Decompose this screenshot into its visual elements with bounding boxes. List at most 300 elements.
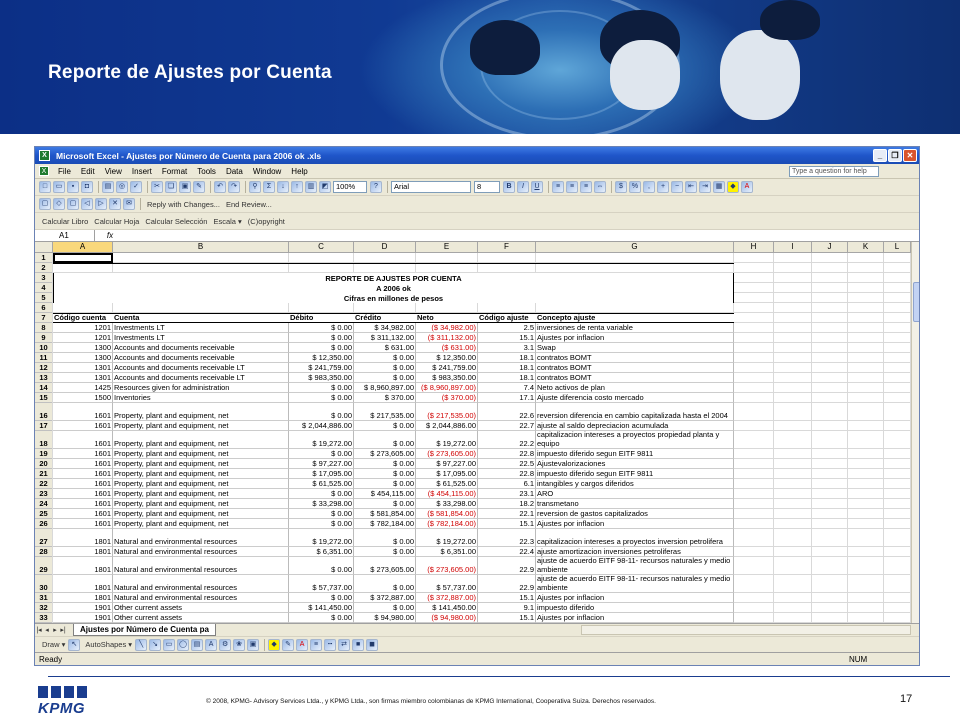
adjustment-code-cell: 23.1 — [478, 489, 536, 499]
menu-view[interactable]: View — [104, 166, 122, 176]
adjustment-code-cell: 18.1 — [478, 373, 536, 383]
account-name-cell: Inventories — [113, 393, 289, 403]
credit-cell: $ 0.00 — [354, 363, 416, 373]
account-name-cell: Property, plant and equipment, net — [113, 449, 289, 459]
header-debito: Débito — [289, 313, 354, 323]
adjustment-concept-cell: ARO — [536, 489, 734, 499]
menu-help[interactable]: Help — [291, 166, 308, 176]
arrow-icon[interactable]: ↘ — [149, 639, 161, 651]
debit-cell: $ 0.00 — [289, 489, 354, 499]
adjustment-concept-cell: contratos BOMT — [536, 363, 734, 373]
decrease-decimal-icon[interactable]: − — [671, 181, 683, 193]
column-header-c[interactable]: C — [289, 242, 354, 253]
net-cell: $ 97,227.00 — [416, 459, 478, 469]
font-color-icon[interactable]: A — [741, 181, 753, 193]
credit-cell: $ 0.00 — [354, 353, 416, 363]
person-shirt — [610, 40, 680, 110]
row-header[interactable]: 29 — [35, 557, 53, 575]
net-cell: $ 17,095.00 — [416, 469, 478, 479]
delete-icon[interactable]: ✕ — [109, 198, 121, 210]
excel-titlebar — [35, 147, 919, 164]
line-color-icon[interactable]: ✎ — [282, 639, 294, 651]
next-icon[interactable]: ▷ — [95, 198, 107, 210]
row-header[interactable]: 19 — [35, 449, 53, 459]
credit-cell: $ 0.00 — [354, 603, 416, 613]
merge-center-icon[interactable]: ⇔ — [594, 181, 606, 193]
oval-icon[interactable]: ◯ — [177, 639, 189, 651]
open-icon[interactable]: ▭ — [53, 181, 65, 193]
menu-data[interactable]: Data — [225, 166, 243, 176]
chart-wizard-icon[interactable]: ▥ — [305, 181, 317, 193]
row-header[interactable]: 4 — [35, 283, 53, 293]
undo-icon[interactable]: ↶ — [214, 181, 226, 193]
net-cell: $ 19,272.00 — [416, 529, 478, 547]
wordart-icon[interactable]: A — [205, 639, 217, 651]
adjustment-concept-cell: ajuste al saldo depreciacion acumulada — [536, 421, 734, 431]
person-silhouette — [470, 20, 540, 75]
adjustment-code-cell: 22.2 — [478, 431, 536, 449]
italic-icon[interactable]: I — [517, 181, 529, 193]
account-code-cell: 1601 — [53, 469, 113, 479]
scroll-thumb[interactable] — [913, 282, 920, 322]
header-neto: Neto — [416, 313, 478, 323]
increase-decimal-icon[interactable]: + — [657, 181, 669, 193]
header-credito: Crédito — [354, 313, 416, 323]
column-header-k[interactable]: K — [848, 242, 884, 253]
percent-icon[interactable]: % — [629, 181, 641, 193]
adjustment-code-cell: 18.2 — [478, 499, 536, 509]
account-name-cell: Property, plant and equipment, net — [113, 489, 289, 499]
picture-icon[interactable]: ▣ — [247, 639, 259, 651]
credit-cell: $ 0.00 — [354, 499, 416, 509]
bold-icon[interactable]: B — [503, 181, 515, 193]
selected-cell-a1[interactable] — [53, 253, 113, 263]
debit-cell: $ 0.00 — [289, 343, 354, 353]
gridline — [811, 253, 812, 623]
adjustment-code-cell: 22.8 — [478, 469, 536, 479]
separator — [98, 181, 99, 193]
credit-cell: $ 34,982.00 — [354, 323, 416, 333]
row-header[interactable]: 20 — [35, 459, 53, 469]
gridline — [883, 253, 884, 623]
row-header[interactable]: 18 — [35, 431, 53, 449]
row-header[interactable]: 24 — [35, 499, 53, 509]
spelling-icon[interactable]: ✓ — [130, 181, 142, 193]
column-header-a[interactable]: A — [53, 242, 113, 253]
help-search-input[interactable]: Type a question for help — [789, 166, 879, 177]
credit-cell: $ 0.00 — [354, 469, 416, 479]
row-header[interactable]: 12 — [35, 363, 53, 373]
net-cell: $ 33,298.00 — [416, 499, 478, 509]
window-title: Microsoft Excel - Ajustes por Número de Cuenta para 2006 ok .xls — [56, 150, 322, 161]
vertical-scrollbar[interactable] — [911, 242, 920, 623]
select-all-corner[interactable] — [35, 242, 53, 253]
account-name-cell: Other current assets — [113, 603, 289, 613]
arrow-style-icon[interactable]: ⇄ — [338, 639, 350, 651]
adjustment-code-cell: 15.1 — [478, 593, 536, 603]
adjustment-concept-cell: ajuste de acuerdo EITF 98-11- recursos naturales y medio ambiente — [536, 575, 734, 593]
prev-sheet-icon[interactable]: ◂ — [45, 627, 49, 634]
adjustment-concept-cell: ajuste amortizacion inversiones petroliferas — [536, 547, 734, 557]
row-header[interactable]: 30 — [35, 575, 53, 593]
reply-with-changes-button[interactable]: Reply with Changes... — [147, 199, 220, 209]
row-header[interactable]: 8 — [35, 323, 53, 333]
close-button[interactable]: ✕ — [903, 149, 917, 162]
adjustment-code-cell: 9.1 — [478, 603, 536, 613]
account-name-cell: Investments LT — [113, 333, 289, 343]
shadow-icon[interactable]: ■ — [352, 639, 364, 651]
comma-icon[interactable]: , — [643, 181, 655, 193]
drawing-icon[interactable]: ◩ — [319, 181, 331, 193]
net-cell: ($ 370.00) — [416, 393, 478, 403]
account-name-cell: Other current assets — [113, 613, 289, 623]
account-code-cell: 1601 — [53, 519, 113, 529]
account-code-cell: 1801 — [53, 547, 113, 557]
adjustment-code-cell: 15.1 — [478, 613, 536, 623]
comment-icon[interactable]: ▢ — [39, 198, 51, 210]
credit-cell: $ 0.00 — [354, 547, 416, 557]
column-header-l[interactable]: L — [884, 242, 911, 253]
line-style-icon[interactable]: ≡ — [310, 639, 322, 651]
copyright-button[interactable]: (C)opyright — [247, 216, 285, 226]
num-lock-indicator: NUM — [849, 655, 868, 664]
previous-icon[interactable]: ◁ — [81, 198, 93, 210]
account-code-cell: 1801 — [53, 529, 113, 547]
row-header[interactable]: 28 — [35, 547, 53, 557]
adjustment-code-cell: 17.1 — [478, 393, 536, 403]
gridline — [847, 253, 848, 623]
account-name-cell: Property, plant and equipment, net — [113, 519, 289, 529]
debit-cell: $ 2,044,886.00 — [289, 421, 354, 431]
debit-cell: $ 6,351.00 — [289, 547, 354, 557]
font-name-combo[interactable]: Arial — [391, 181, 471, 193]
debit-cell: $ 12,350.00 — [289, 353, 354, 363]
account-code-cell: 1301 — [53, 373, 113, 383]
menu-edit[interactable]: Edit — [80, 166, 95, 176]
account-code-cell: 1601 — [53, 431, 113, 449]
print-icon[interactable]: ▤ — [102, 181, 114, 193]
row-header[interactable]: 27 — [35, 529, 53, 547]
adjustment-code-cell: 22.3 — [478, 529, 536, 547]
underline-icon[interactable]: U — [531, 181, 543, 193]
fill-color-icon[interactable]: ◆ — [727, 181, 739, 193]
row-header[interactable]: 31 — [35, 593, 53, 603]
reviewing-toolbar — [35, 196, 919, 213]
credit-cell: $ 0.00 — [354, 373, 416, 383]
row-header[interactable]: 2 — [35, 263, 53, 273]
borders-icon[interactable]: ▦ — [713, 181, 725, 193]
account-code-cell: 1201 — [53, 323, 113, 333]
account-name-cell: Accounts and documents receivable — [113, 353, 289, 363]
credit-cell: $ 454,115.00 — [354, 489, 416, 499]
custom-toolbar — [35, 213, 919, 230]
print-preview-icon[interactable]: ◎ — [116, 181, 128, 193]
account-code-cell: 1601 — [53, 489, 113, 499]
debit-cell: $ 17,095.00 — [289, 469, 354, 479]
adjustment-code-cell: 22.9 — [478, 557, 536, 575]
autoshapes-menu[interactable]: AutoShapes ▾ — [85, 640, 133, 649]
redo-icon[interactable]: ↷ — [228, 181, 240, 193]
net-cell: ($ 217,535.00) — [416, 403, 478, 421]
adjustment-code-cell: 22.6 — [478, 403, 536, 421]
save-icon[interactable]: ▪ — [67, 181, 79, 193]
account-name-cell: Resources given for administration — [113, 383, 289, 393]
row-header[interactable]: 6 — [35, 303, 53, 313]
escala-menu[interactable]: Escala ▾ — [213, 216, 242, 226]
person-shirt — [720, 30, 800, 120]
row-header[interactable]: 16 — [35, 403, 53, 421]
separator — [140, 198, 141, 210]
permission-icon[interactable]: ◘ — [81, 181, 93, 193]
account-name-cell: Investments LT — [113, 323, 289, 333]
menu-tools[interactable]: Tools — [197, 166, 216, 176]
row-header[interactable]: 17 — [35, 421, 53, 431]
end-review-button[interactable]: End Review... — [225, 199, 272, 209]
credit-cell: $ 8,960,897.00 — [354, 383, 416, 393]
hyperlink-icon[interactable]: ⚲ — [249, 181, 261, 193]
debit-cell: $ 241,759.00 — [289, 363, 354, 373]
account-name-cell: Property, plant and equipment, net — [113, 479, 289, 489]
calcular-libro-button[interactable]: Calcular Libro — [42, 216, 89, 226]
adjustment-concept-cell: reversion diferencia en cambio capitalizada hasta el 2004 — [536, 403, 734, 421]
menu-format[interactable]: Format — [161, 166, 188, 176]
menu-file[interactable]: File — [58, 166, 71, 176]
select-objects-icon[interactable]: ↖ — [68, 639, 80, 651]
adjustment-code-cell: 18.1 — [478, 363, 536, 373]
first-sheet-icon[interactable]: |◂ — [36, 627, 42, 634]
adjustment-concept-cell: impuesto diferido segun EITF 9811 — [536, 449, 734, 459]
adjustment-concept-cell: Ajuste diferencia costo mercado — [536, 393, 734, 403]
row-header[interactable]: 10 — [35, 343, 53, 353]
diagram-icon[interactable]: ⚙ — [219, 639, 231, 651]
row-header[interactable]: 33 — [35, 613, 53, 623]
account-code-cell: 1601 — [53, 449, 113, 459]
format-painter-icon[interactable]: ✎ — [193, 181, 205, 193]
menu-bar — [35, 164, 919, 179]
debit-cell: $ 141,450.00 — [289, 603, 354, 613]
account-name-cell: Accounts and documents receivable LT — [113, 373, 289, 383]
formula-bar — [35, 230, 919, 242]
column-header-b[interactable]: B — [113, 242, 289, 253]
new-icon[interactable]: □ — [39, 181, 51, 193]
autosum-icon[interactable]: Σ — [263, 181, 275, 193]
column-header-h[interactable]: H — [734, 242, 774, 253]
adjustment-concept-cell: Swap — [536, 343, 734, 353]
workbook-icon[interactable]: X — [39, 166, 49, 176]
sheet-tab-bar — [35, 623, 920, 636]
net-cell: ($ 372,887.00) — [416, 593, 478, 603]
row-header[interactable]: 14 — [35, 383, 53, 393]
zoom-combo[interactable]: 100% — [333, 181, 367, 193]
last-sheet-icon[interactable]: ▸| — [60, 627, 66, 634]
column-header-i[interactable]: I — [774, 242, 812, 253]
currency-icon[interactable]: $ — [615, 181, 627, 193]
adjustment-code-cell: 22.4 — [478, 547, 536, 557]
adjustment-concept-cell: capitalizacion intereses a proyectos propiedad planta y equipo — [536, 431, 734, 449]
debit-cell: $ 0.00 — [289, 557, 354, 575]
rectangle-icon[interactable]: ▭ — [163, 639, 175, 651]
debit-cell: $ 19,272.00 — [289, 431, 354, 449]
credit-cell: $ 0.00 — [354, 479, 416, 489]
next-sheet-icon[interactable]: ▸ — [53, 627, 57, 634]
net-cell: ($ 94,980.00) — [416, 613, 478, 623]
decrease-indent-icon[interactable]: ⇤ — [685, 181, 697, 193]
debit-cell: $ 61,525.00 — [289, 479, 354, 489]
adjustment-concept-cell: ajuste de acuerdo EITF 98-11- recursos naturales y medio ambiente — [536, 557, 734, 575]
mail-icon[interactable]: ✉ — [123, 198, 135, 210]
row-header[interactable]: 11 — [35, 353, 53, 363]
net-cell: $ 241,759.00 — [416, 363, 478, 373]
net-cell: $ 6,351.00 — [416, 547, 478, 557]
drawing-toolbar — [35, 636, 920, 652]
separator — [147, 181, 148, 193]
debit-cell: $ 0.00 — [289, 449, 354, 459]
adjustment-code-cell: 3.1 — [478, 343, 536, 353]
net-cell: $ 983,350.00 — [416, 373, 478, 383]
calcular-seleccion-button[interactable]: Calcular Selección — [145, 216, 208, 226]
calcular-hoja-button[interactable]: Calcular Hoja — [94, 216, 140, 226]
net-cell: $ 57,737.00 — [416, 575, 478, 593]
account-code-cell: 1601 — [53, 459, 113, 469]
credit-cell: $ 217,535.00 — [354, 403, 416, 421]
row-header[interactable]: 15 — [35, 393, 53, 403]
account-code-cell: 1801 — [53, 557, 113, 575]
paste-icon[interactable]: ▣ — [179, 181, 191, 193]
adjustment-code-cell: 2.5 — [478, 323, 536, 333]
report-year: A 2006 ok — [53, 283, 734, 293]
column-header-f[interactable]: F — [478, 242, 536, 253]
row-header[interactable]: 22 — [35, 479, 53, 489]
track-icon[interactable]: ◇ — [53, 198, 65, 210]
account-code-cell: 1425 — [53, 383, 113, 393]
net-cell: $ 61,525.00 — [416, 479, 478, 489]
name-box[interactable]: A1 — [35, 230, 95, 241]
minimize-button[interactable]: _ — [873, 149, 887, 162]
debit-cell: $ 0.00 — [289, 393, 354, 403]
clipart-icon[interactable]: ❀ — [233, 639, 245, 651]
account-name-cell: Natural and environmental resources — [113, 575, 289, 593]
net-cell: ($ 273,605.00) — [416, 449, 478, 459]
row-header[interactable]: 1 — [35, 253, 53, 263]
restore-button[interactable]: ❐ — [888, 149, 902, 162]
adjustment-concept-cell: intangibles y cargos diferidos — [536, 479, 734, 489]
account-code-cell: 1601 — [53, 479, 113, 489]
row-header[interactable]: 21 — [35, 469, 53, 479]
function-icon[interactable]: fx — [106, 231, 114, 240]
status-text: Ready — [39, 655, 63, 664]
status-bar — [35, 652, 920, 666]
adjustment-concept-cell: contratos BOMT — [536, 353, 734, 363]
debit-cell: $ 983,350.00 — [289, 373, 354, 383]
row-header[interactable]: 5 — [35, 293, 53, 303]
debit-cell: $ 57,737.00 — [289, 575, 354, 593]
horizontal-scrollbar[interactable] — [581, 625, 911, 635]
account-name-cell: Property, plant and equipment, net — [113, 469, 289, 479]
font-color-icon[interactable]: A — [296, 639, 308, 651]
credit-cell: $ 311,132.00 — [354, 333, 416, 343]
adjustment-code-cell: 7.4 — [478, 383, 536, 393]
debit-cell: $ 33,298.00 — [289, 499, 354, 509]
net-cell: ($ 581,854.00) — [416, 509, 478, 519]
adjustment-concept-cell: capitalizacion intereses a proyectos inversion petrolifera — [536, 529, 734, 547]
account-code-cell: 1301 — [53, 363, 113, 373]
3d-icon[interactable]: ◼ — [366, 639, 378, 651]
row-header[interactable]: 7 — [35, 313, 53, 323]
draw-menu[interactable]: Draw ▾ — [42, 640, 66, 649]
account-name-cell: Property, plant and equipment, net — [113, 499, 289, 509]
separator — [548, 181, 549, 193]
row-header[interactable]: 32 — [35, 603, 53, 613]
net-cell: ($ 454,115.00) — [416, 489, 478, 499]
show-icon[interactable]: ▢ — [67, 198, 79, 210]
account-name-cell: Property, plant and equipment, net — [113, 403, 289, 421]
account-code-cell: 1300 — [53, 343, 113, 353]
column-header-d[interactable]: D — [354, 242, 416, 253]
copy-icon[interactable]: ❏ — [165, 181, 177, 193]
header-codigo-ajuste: Código ajuste — [478, 313, 536, 323]
person-silhouette — [760, 0, 820, 40]
worksheet-grid[interactable] — [35, 242, 911, 623]
menu-insert[interactable]: Insert — [131, 166, 152, 176]
column-header-g[interactable]: G — [536, 242, 734, 253]
column-header-e[interactable]: E — [416, 242, 478, 253]
credit-cell: $ 94,980.00 — [354, 613, 416, 623]
fill-color-icon[interactable]: ◆ — [268, 639, 280, 651]
gridline — [773, 253, 774, 623]
account-code-cell: 1201 — [53, 333, 113, 343]
column-header-j[interactable]: J — [812, 242, 848, 253]
align-right-icon[interactable]: ≡ — [580, 181, 592, 193]
separator — [387, 181, 388, 193]
row-header[interactable]: 9 — [35, 333, 53, 343]
page-number: 17 — [900, 693, 913, 705]
cut-icon[interactable]: ✂ — [151, 181, 163, 193]
increase-indent-icon[interactable]: ⇥ — [699, 181, 711, 193]
dash-style-icon[interactable]: ┅ — [324, 639, 336, 651]
adjustment-concept-cell: impuesto diferido segun EITF 9811 — [536, 469, 734, 479]
net-cell: ($ 8,960,897.00) — [416, 383, 478, 393]
menu-window[interactable]: Window — [252, 166, 282, 176]
sheet-tab[interactable]: Ajustes por Número de Cuenta pa — [73, 624, 216, 636]
adjustment-code-cell: 22.9 — [478, 575, 536, 593]
account-name-cell: Natural and environmental resources — [113, 547, 289, 557]
row-header[interactable]: 13 — [35, 373, 53, 383]
adjustment-code-cell: 15.1 — [478, 519, 536, 529]
account-code-cell: 1500 — [53, 393, 113, 403]
account-code-cell: 1601 — [53, 499, 113, 509]
textbox-icon[interactable]: ▤ — [191, 639, 203, 651]
net-cell: ($ 34,982.00) — [416, 323, 478, 333]
debit-cell: $ 19,272.00 — [289, 529, 354, 547]
row-header[interactable]: 3 — [35, 273, 53, 283]
help-icon[interactable]: ? — [370, 181, 382, 193]
account-name-cell: Property, plant and equipment, net — [113, 509, 289, 519]
adjustment-code-cell: 6.1 — [478, 479, 536, 489]
sort-ascending-icon[interactable]: ↓ — [277, 181, 289, 193]
align-center-icon[interactable]: ≡ — [566, 181, 578, 193]
align-left-icon[interactable]: ≡ — [552, 181, 564, 193]
line-icon[interactable]: ╲ — [135, 639, 147, 651]
row-header[interactable]: 23 — [35, 489, 53, 499]
net-cell: ($ 631.00) — [416, 343, 478, 353]
sort-descending-icon[interactable]: ↑ — [291, 181, 303, 193]
credit-cell: $ 273,605.00 — [354, 557, 416, 575]
font-size-combo[interactable]: 8 — [474, 181, 500, 193]
separator — [210, 181, 211, 193]
account-name-cell: Property, plant and equipment, net — [113, 459, 289, 469]
row-header[interactable]: 26 — [35, 519, 53, 529]
row-header[interactable]: 25 — [35, 509, 53, 519]
